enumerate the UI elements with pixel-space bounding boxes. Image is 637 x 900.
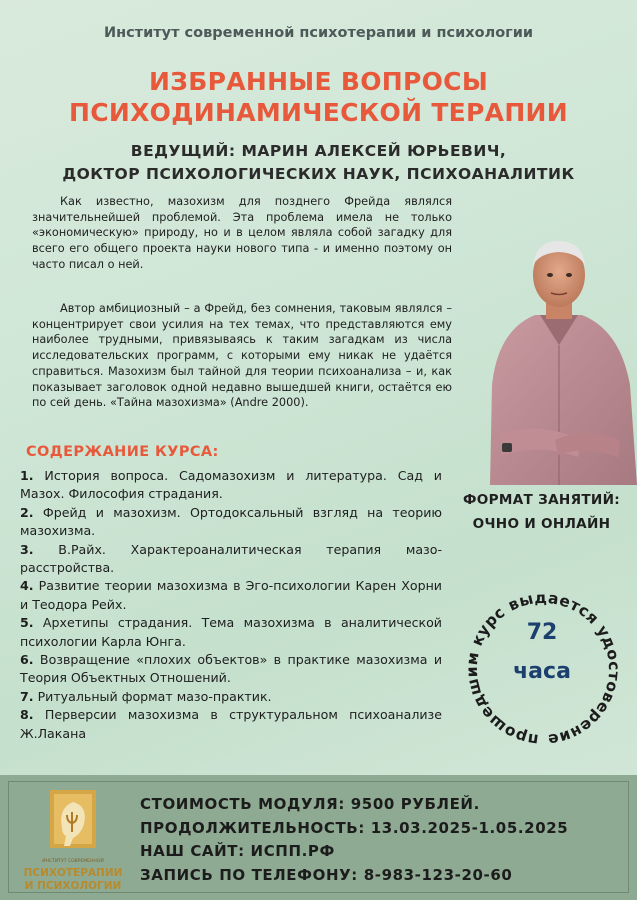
logo-small-text: ИНСТИТУТ СОВРЕМЕННОЙ — [42, 859, 104, 864]
intro-paragraph-2: Автор амбициозный – а Фрейд, без сомнения, таковым являлся – концентрирует свои усилия на тех темах, что представляются ему наиболее трудными, привязываясь к таким загадкам из числа исследовательских программ, с которыми ему никак не удаётся справиться. Мазохизм был тайной для теории психоанализа – и, как показывает заголовок одной недавно вышедшей книги, остаётся ею по сей день. «Тайна мазохизма» (Andre 2000). — [32, 302, 452, 410]
module-price: СТОИМОСТЬ МОДУЛЯ: 9500 РУБЛЕЙ. — [140, 795, 480, 813]
format-block — [446, 488, 637, 536]
list-item: 5. Архетипы страдания. Тема мазохизма в аналитической психологии Карла Юнга. — [20, 615, 442, 649]
certificate-arc-text: прошедшим курс выдается удостоверение — [462, 588, 624, 749]
presenter-credentials: ДОКТОР ПСИХОЛОГИЧЕСКИХ НАУК, ПСИХОАНАЛИТИК — [62, 165, 575, 183]
list-item: 3. В.Райх. Характероаналитическая терапия мазо-расстройства. — [20, 541, 442, 576]
presenter-photo — [480, 235, 637, 485]
phone: ЗАПИСЬ ПО ТЕЛЕФОНУ: 8-983-123-20-60 — [140, 865, 513, 884]
website: НАШ САЙТ: ИСПП.РФ — [140, 842, 335, 860]
list-item: 1. История вопроса. Садомазохизм и литература. Сад и Мазох. Философия страдания. — [20, 468, 442, 502]
logo-emblem-icon — [48, 788, 98, 850]
course-heading: СОДЕРЖАНИЕ КУРСА: — [26, 444, 219, 460]
footer — [0, 775, 637, 900]
logo-text-line-2: И ПСИХОЛОГИИ — [24, 880, 122, 892]
institute-logo — [18, 786, 128, 894]
title-line-1: ИЗБРАННЫЕ ВОПРОСЫ — [148, 67, 489, 96]
list-item: 8. Перверсии мазохизма в структуральном психоанализе Ж.Лакана — [20, 707, 442, 741]
list-item: 6. Возвращение «плохих объектов» в практике мазохизма и Теория Объектных Отношений. — [20, 652, 442, 686]
title-line-2: ПСИХОДИНАМИЧЕСКОЙ ТЕРАПИИ — [69, 98, 568, 127]
list-item: 4. Развитие теории мазохизма в Эго-психологии Карен Хорни и Теодора Рейх. — [20, 578, 442, 612]
intro-paragraph-1: Как известно, мазохизм для позднего Фрейда являлся значительнейшей проблемой. Эта проблема имела не только «экономическую» природу, но и в целом являла собой загадку для всего его общего проекта науки нового типа - и именно поэтому он часто писал о ней. — [32, 195, 452, 271]
format-label: ФОРМАТ ЗАНЯТИЙ: — [462, 492, 621, 508]
list-item: 7. Ритуальный формат мазо-практик. — [20, 688, 272, 704]
course-list — [20, 467, 442, 743]
page-title — [0, 66, 637, 128]
hours-label: часа — [513, 659, 571, 684]
format-value: ОЧНО И ОНЛАЙН — [472, 516, 611, 532]
footer-info — [140, 793, 568, 887]
course-duration: ПРОДОЛЖИТЕЛЬНОСТЬ: 13.03.2025-1.05.2025 — [140, 818, 569, 837]
list-item: 2. Фрейд и мазохизм. Ортодоксальный взгляд на теорию мазохизма. — [20, 504, 442, 539]
logo-text-line-1: ПСИХОТЕРАПИИ — [23, 867, 123, 879]
presenter-info — [0, 140, 637, 186]
hours-number: 72 — [526, 620, 558, 645]
presenter-name: ВЕДУЩИЙ: МАРИН АЛЕКСЕЙ ЮРЬЕВИЧ, — [130, 142, 507, 160]
institute-name: Институт современной психотерапии и психологии — [103, 25, 534, 41]
